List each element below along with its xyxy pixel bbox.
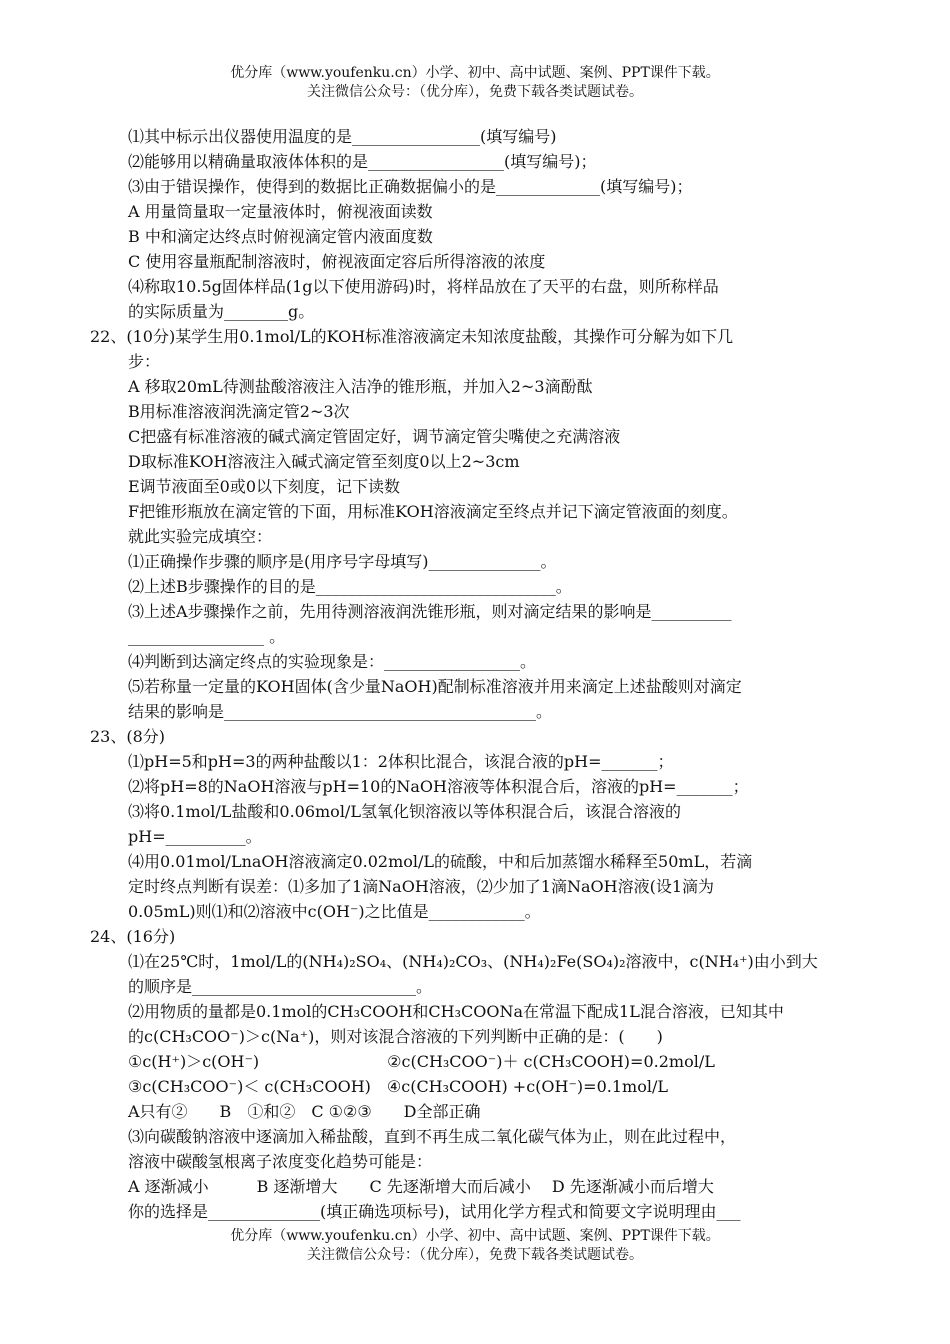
text-line: ⑶向碳酸钠溶液中逐滴加入稀盐酸，直到不再生成二氧化碳气体为止，则在此过程中，	[128, 1127, 737, 1146]
text-line: ⑴在25℃时，1mol/L的(NH₄)₂SO₄、(NH₄)₂CO₃、(NH₄)₂Fe(SO₄)₂溶液中，c(NH₄⁺)由小到大	[128, 952, 818, 971]
text-line: ⑷用0.01mol/LnaOH溶液滴定0.02mol/L的硫酸，中和后加蒸馏水稀释至50mL，若滴	[128, 852, 753, 871]
text-line: A只有② B ①和② C ①②③ D全部正确	[128, 1102, 481, 1121]
text-line: B 中和滴定达终点时俯视滴定管内液面度数	[128, 227, 433, 246]
text-line: ⑵能够用以精确量取液体体积的是_________________(填写编号)；	[128, 152, 597, 171]
text-line: pH=__________。	[128, 827, 262, 846]
text-line: 就此实验完成填空：	[128, 527, 273, 546]
text-line: B用标准溶液润洗滴定管2~3次	[128, 402, 350, 421]
text-line: D取标准KOH溶液注入碱式滴定管至刻度0以上2~3cm	[128, 452, 520, 471]
text-line: 的顺序是____________________________。	[128, 977, 433, 996]
text-line: _________________ 。	[128, 627, 286, 646]
text-line: A 移取20mL待测盐酸溶液注入洁净的锥形瓶，并加入2~3滴酚酞	[128, 377, 593, 396]
text-line: ⑴正确操作步骤的顺序是(用序号字母填写)______________。	[128, 552, 557, 571]
text-line: 的实际质量为________g。	[128, 302, 315, 321]
header-line-1: 优分库（www.youfenku.cn）小学、初中、高中试题、案例、PPT课件下载。	[230, 65, 720, 81]
header-line-2: 关注微信公众号：（优分库），免费下载各类试题试卷。	[307, 84, 643, 100]
text-line: 定时终点判断有误差：⑴多加了1滴NaOH溶液，⑵少加了1滴NaOH溶液(设1滴为	[128, 877, 715, 896]
text-line: ⑷判断到达滴定终点的实验现象是：_________________。	[128, 652, 537, 671]
text-line: ⑵用物质的量都是0.1mol的CH₃COOH和CH₃COONa在常温下配成1L混合溶液，已知其中	[128, 1002, 784, 1021]
text-line: 23、(8分)	[90, 727, 166, 746]
exam-content	[90, 124, 875, 1224]
page-footer	[0, 1227, 950, 1265]
text-line: ⑶将0.1mol/L盐酸和0.06mol/L氢氧化钡溶液以等体积混合后，该混合溶液的	[128, 802, 681, 821]
text-line: ③c(CH₃COO⁻)＜ c(CH₃COOH) ④c(CH₃COOH) +c(OH⁻)=0.1mol/L	[128, 1077, 668, 1096]
text-line: ⑶由于错误操作，使得到的数据比正确数据偏小的是_____________(填写编号)；	[128, 177, 693, 196]
text-line: ⑵上述B步骤操作的目的是______________________________。	[128, 577, 572, 596]
text-line: ⑸若称量一定量的KOH固体(含少量NaOH)配制标准溶液并用来滴定上述盐酸则对滴定	[128, 677, 742, 696]
text-line: C把盛有标准溶液的碱式滴定管固定好，调节滴定管尖嘴使之充满溶液	[128, 427, 621, 446]
text-line: 0.05mL)则⑴和⑵溶液中c(OH⁻)之比值是____________。	[128, 902, 541, 921]
text-line: E调节液面至0或0以下刻度，记下读数	[128, 477, 401, 496]
text-line: 22、(10分)某学生用0.1mol/L的KOH标准溶液滴定未知浓度盐酸，其操作可分解为如下几	[90, 327, 734, 346]
text-line: F把锥形瓶放在滴定管的下面，用标准KOH溶液滴定至终点并记下滴定管液面的刻度。	[128, 502, 738, 521]
text-line: 步：	[128, 352, 161, 371]
text-line: ⑵将pH=8的NaOH溶液与pH=10的NaOH溶液等体积混合后，溶液的pH=_______；	[128, 777, 749, 796]
text-line: 结果的影响是_______________________________________。	[128, 702, 553, 721]
footer-line-2: 关注微信公众号：（优分库），免费下载各类试题试卷。	[307, 1247, 643, 1263]
text-line: A 用量筒量取一定量液体时，俯视液面读数	[128, 202, 433, 221]
page-header	[0, 64, 950, 102]
text-line: A 逐渐减小 B 逐渐增大 C 先逐渐增大而后减小 D 先逐渐减小而后增大	[128, 1177, 714, 1196]
text-line: 你的选择是______________(填正确选项标号)，试用化学方程式和简要文字说明理由___	[128, 1202, 741, 1221]
text-line: ⑷称取10.5g固体样品(1g以下使用游码)时，将样品放在了天平的右盘，则所称样品	[128, 277, 719, 296]
text-line: ⑶上述A步骤操作之前，先用待测溶液润洗锥形瓶，则对滴定结果的影响是__________	[128, 602, 732, 621]
text-line: 的c(CH₃COO⁻)＞c(Na⁺)，则对该混合溶液的下列判断中正确的是：( )	[128, 1027, 663, 1046]
text-line: ①c(H⁺)＞c(OH⁻) ②c(CH₃COO⁻)＋ c(CH₃COOH)=0.2mol/L	[128, 1052, 715, 1071]
text-line: C 使用容量瓶配制溶液时，俯视液面定容后所得溶液的浓度	[128, 252, 546, 271]
footer-line-1: 优分库（www.youfenku.cn）小学、初中、高中试题、案例、PPT课件下载。	[230, 1228, 720, 1244]
text-line: ⑴其中标示出仪器使用温度的是________________(填写编号)	[128, 127, 557, 146]
text-line: ⑴pH=5和pH=3的两种盐酸以1：2体积比混合，该混合液的pH=_______；	[128, 752, 674, 771]
text-line: 24、(16分)	[90, 927, 176, 946]
text-line: 溶液中碳酸氢根离子浓度变化趋势可能是：	[128, 1152, 433, 1171]
